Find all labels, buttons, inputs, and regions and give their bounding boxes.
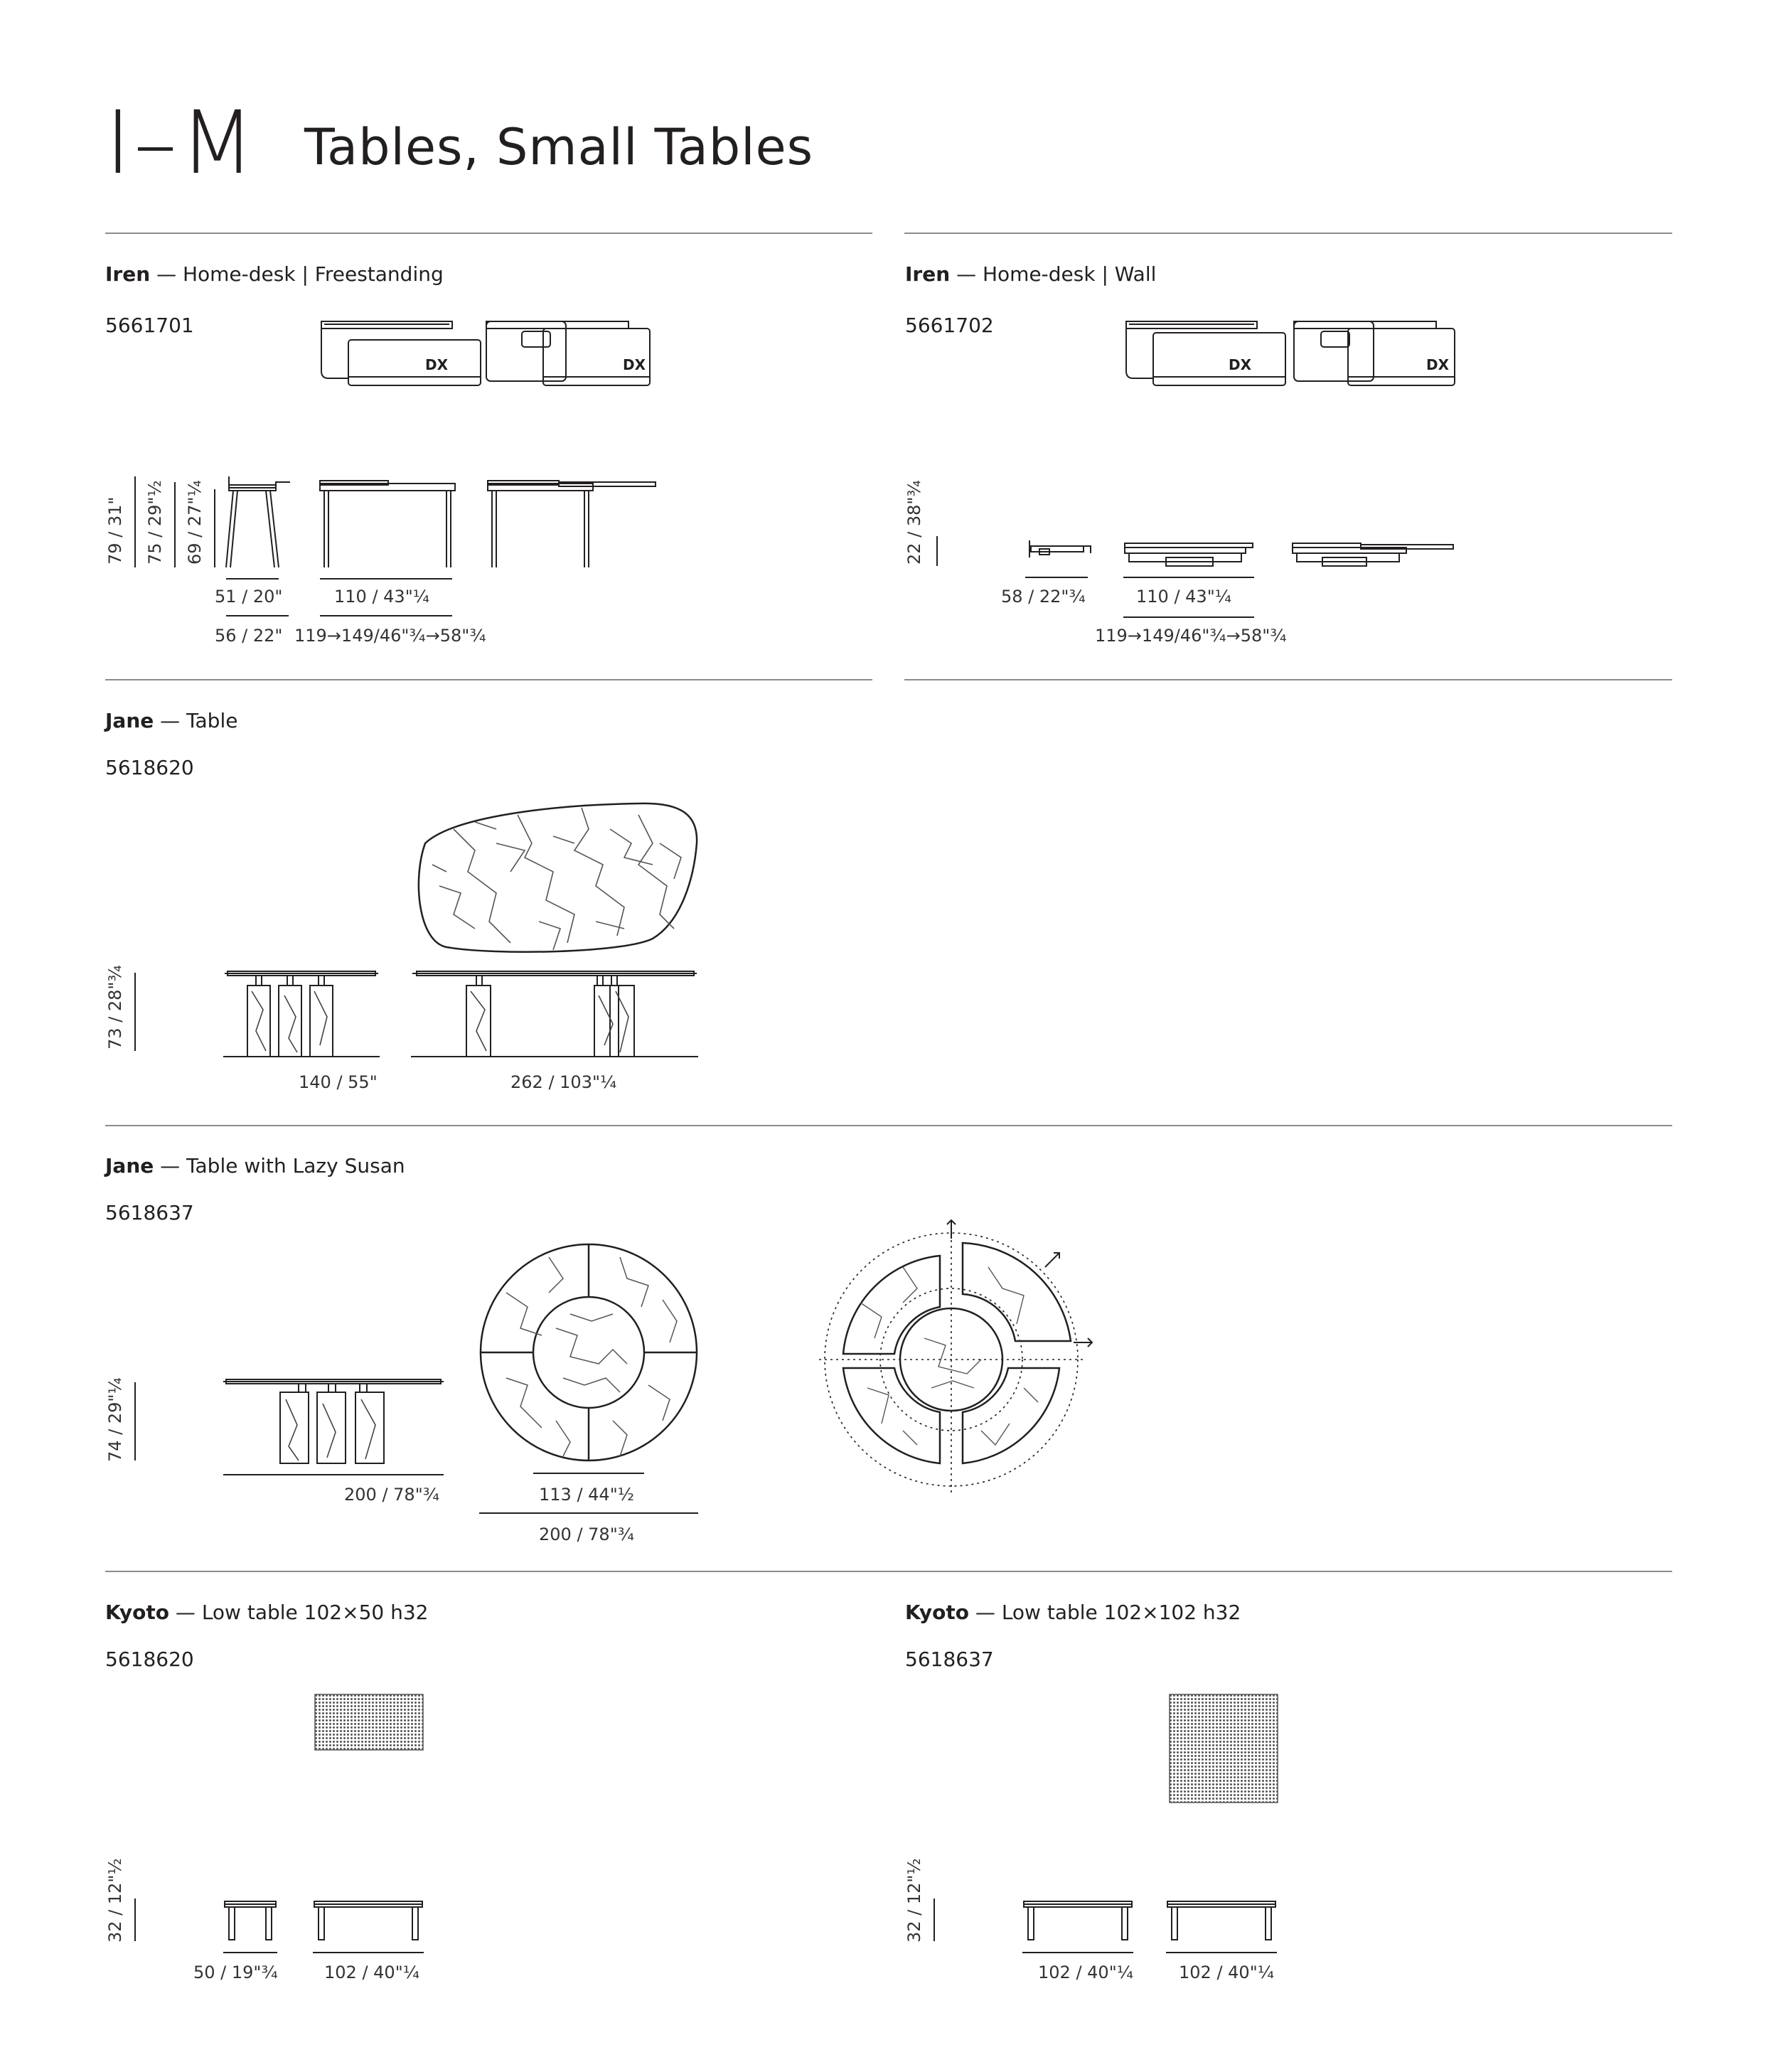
height-dimension: 32 / 12"½ — [904, 1858, 924, 1943]
product-subtitle: — Table with Lazy Susan — [160, 1154, 405, 1177]
jane-table-dim-lines — [132, 973, 139, 1052]
width-dimension: 102 / 40"¼ — [1038, 1962, 1133, 1982]
divider — [105, 1125, 1672, 1126]
product-subtitle: — Home-desk | Wall — [956, 262, 1157, 286]
height-dimension: 32 / 12"½ — [105, 1858, 125, 1943]
dx-label: DX — [623, 356, 646, 373]
height-dimension: 22 / 38"¾ — [904, 480, 924, 565]
jane-lazy-susan-dim-line — [132, 1382, 139, 1462]
product-code: 5661702 — [905, 314, 994, 337]
width-dimension: 119→149/46"¾→58"¾ — [1095, 626, 1287, 646]
product-code: 5618637 — [905, 1648, 994, 1671]
width-dimension: 140 / 55" — [299, 1072, 378, 1092]
product-name: Jane — [105, 1154, 154, 1177]
height-dimension: 73 / 28"¾ — [105, 965, 125, 1050]
product-subtitle: — Low table 102×50 h32 — [175, 1601, 429, 1624]
width-dimension: 102 / 40"¼ — [1179, 1962, 1274, 1982]
product-title — [105, 1156, 405, 1176]
product-name: Kyoto — [105, 1601, 170, 1624]
product-code: 5618620 — [105, 1648, 194, 1671]
divider — [105, 679, 872, 680]
dx-label: DX — [1426, 356, 1450, 373]
width-dimension: 200 / 78"¾ — [344, 1485, 439, 1505]
product-title — [105, 1603, 429, 1623]
kyoto-102x50-elevation-drawing — [132, 1899, 431, 1955]
product-name: Iren — [105, 262, 151, 286]
product-title — [905, 1603, 1241, 1623]
product-code: 5661701 — [105, 314, 194, 337]
height-dimension: 75 / 29"½ — [145, 480, 165, 565]
height-dimension: 69 / 27"¼ — [185, 480, 205, 565]
jane-lazy-susan-elevation-drawing — [220, 1375, 448, 1482]
width-dimension: 200 / 78"¾ — [539, 1524, 634, 1544]
height-dimension: 79 / 31" — [105, 496, 125, 565]
divider — [904, 233, 1672, 234]
width-dimension: 119→149/46"¾→58"¾ — [294, 626, 486, 646]
product-name: Jane — [105, 709, 154, 732]
product-subtitle: — Low table 102×102 h32 — [975, 1601, 1241, 1624]
iren-freestanding-plan-drawing — [319, 319, 653, 387]
dx-label: DX — [1229, 356, 1252, 373]
section-letters: I–M — [105, 92, 258, 193]
product-title — [105, 711, 237, 731]
jane-lazy-susan-rotation-drawing — [811, 1217, 1095, 1502]
width-dimension: 51 / 20" — [215, 587, 283, 607]
kyoto-102x102-top-drawing — [1169, 1694, 1278, 1803]
product-name: Kyoto — [905, 1601, 970, 1624]
divider — [904, 679, 1672, 680]
product-subtitle: — Home-desk | Freestanding — [156, 262, 444, 286]
width-dimension: 102 / 40"¼ — [324, 1962, 419, 1982]
divider — [105, 233, 872, 234]
product-title — [905, 262, 1157, 286]
page-title: Tables, Small Tables — [304, 118, 814, 176]
width-dimension: 58 / 22"¾ — [1001, 587, 1086, 607]
jane-table-elevation-drawing — [220, 967, 718, 1067]
width-dimension: 262 / 103"¼ — [510, 1072, 617, 1092]
width-dimension: 56 / 22" — [215, 626, 283, 646]
divider — [105, 1571, 1672, 1572]
width-dimension: 50 / 19"¾ — [193, 1962, 278, 1982]
kyoto-102x102-elevation-drawing — [931, 1899, 1287, 1955]
product-title — [105, 262, 444, 286]
product-name: Iren — [905, 262, 951, 286]
iren-freestanding-dim-lines — [128, 476, 697, 647]
width-dimension: 110 / 43"¼ — [334, 587, 429, 607]
product-code: 5618620 — [105, 756, 194, 779]
product-code: 5618637 — [105, 1201, 194, 1224]
product-subtitle: — Table — [160, 709, 238, 732]
iren-wall-plan-drawing — [1123, 319, 1457, 387]
jane-table-top-drawing — [411, 801, 702, 957]
width-dimension: 113 / 44"½ — [539, 1485, 634, 1505]
dx-label: DX — [425, 356, 449, 373]
jane-lazy-susan-top-drawing — [478, 1243, 700, 1520]
height-dimension: 74 / 29"¼ — [105, 1377, 125, 1462]
width-dimension: 110 / 43"¼ — [1136, 587, 1231, 607]
kyoto-102x50-top-drawing — [314, 1694, 424, 1751]
